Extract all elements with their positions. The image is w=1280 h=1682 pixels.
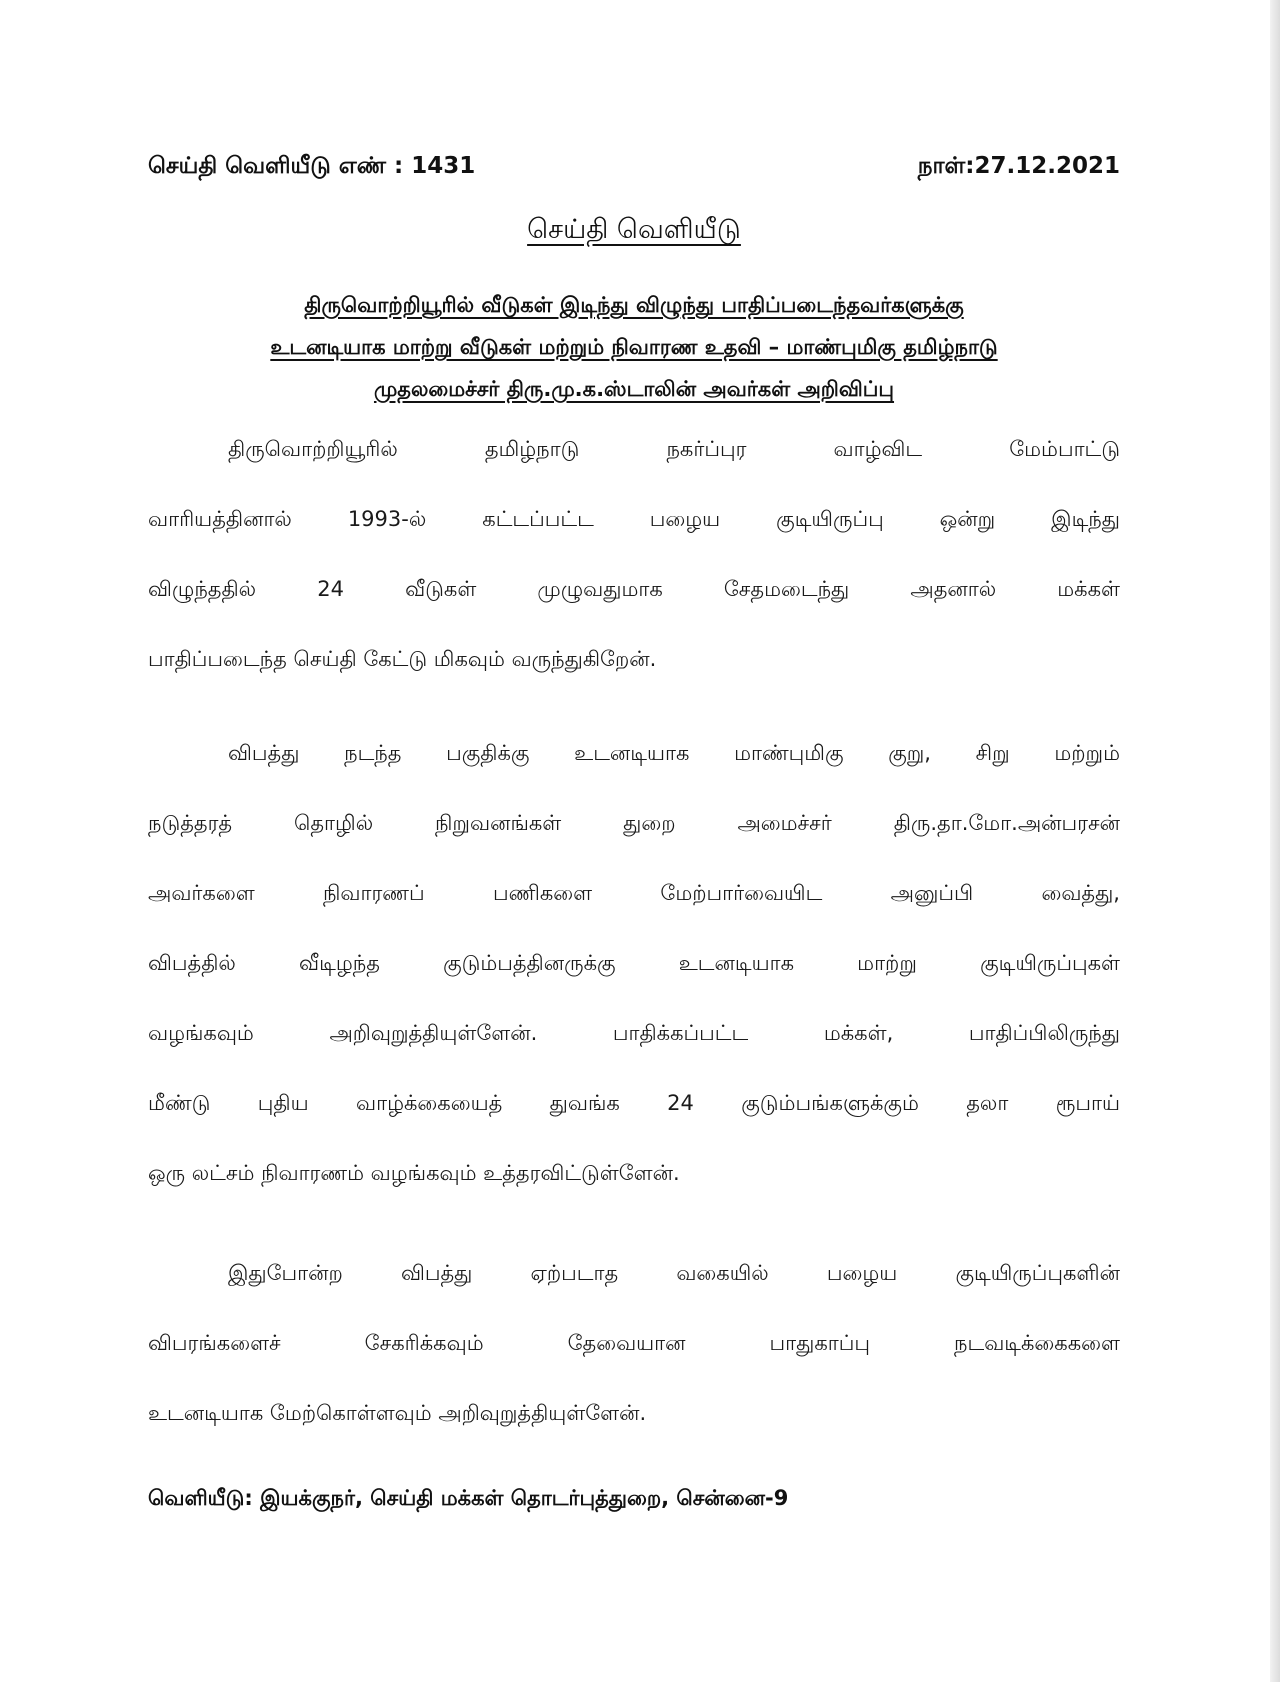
paragraph-line: திருவொற்றியூரில் தமிழ்நாடு நகர்ப்புர வாழ்விட மேம்பாட்டு: [228, 437, 1120, 461]
headline: [148, 284, 1120, 410]
release-header: [148, 153, 1120, 193]
paragraph-line: வாரியத்தினால் 1993-ல் கட்டப்பட்ட பழைய குடியிருப்பு ஒன்று இடிந்து: [148, 507, 1120, 531]
document-title: செய்தி வெளியீடு: [527, 214, 741, 245]
paragraph-2: [148, 728, 1120, 1218]
paragraph-line: நடுத்தரத் தொழில் நிறுவனங்கள் துறை அமைச்சர் திரு.தா.மோ.அன்பரசன்: [148, 811, 1120, 835]
release-date: நாள்:27.12.2021: [917, 153, 1120, 179]
paragraph-line: இதுபோன்ற விபத்து ஏற்படாத வகையில் பழைய குடியிருப்புகளின்: [228, 1261, 1120, 1285]
paragraph-3: [148, 1248, 1120, 1458]
paragraph-line: விழுந்ததில் 24 வீடுகள் முழுவதுமாக சேதமடைந்து அதனால் மக்கள்: [148, 577, 1120, 601]
paragraph-line: விபத்தில் வீடிழந்த குடும்பத்தினருக்கு உடனடியாக மாற்று குடியிருப்புகள்: [148, 951, 1120, 975]
paragraph-line: உடனடியாக மேற்கொள்ளவும் அறிவுறுத்தியுள்ளேன்.: [148, 1401, 647, 1425]
paragraph-line: ஒரு லட்சம் நிவாரணம் வழங்கவும் உத்தரவிட்டுள்ளேன்.: [148, 1161, 680, 1185]
release-footer: வெளியீடு: இயக்குநர், செய்தி மக்கள் தொடர்புத்துறை, சென்னை-9: [148, 1486, 789, 1510]
paragraph-line: வழங்கவும் அறிவுறுத்தியுள்ளேன். பாதிக்கப்பட்ட மக்கள், பாதிப்பிலிருந்து: [148, 1021, 1120, 1045]
headline-line: முதலமைச்சர் திரு.மு.க.ஸ்டாலின் அவர்கள் அறிவிப்பு: [373, 377, 895, 401]
headline-line: உடனடியாக மாற்று வீடுகள் மற்றும் நிவாரண உதவி – மாண்புமிகு தமிழ்நாடு: [270, 335, 998, 359]
paragraph-line: விபரங்களைச் சேகரிக்கவும் தேவையான பாதுகாப்பு நடவடிக்கைகளை: [148, 1331, 1120, 1355]
paragraph-line: மீண்டு புதிய வாழ்க்கையைத் துவங்க 24 குடும்பங்களுக்கும் தலா ரூபாய்: [148, 1091, 1120, 1115]
paragraph-1: [148, 424, 1120, 704]
paragraph-line: அவர்களை நிவாரணப் பணிகளை மேற்பார்வையிட அனுப்பி வைத்து,: [148, 881, 1120, 905]
paragraph-line: பாதிப்படைந்த செய்தி கேட்டு மிகவும் வருந்துகிறேன்.: [148, 647, 657, 671]
release-number: செய்தி வெளியீடு எண் : 1431: [148, 153, 476, 179]
page-edge-shadow: [1270, 0, 1280, 1682]
headline-line: திருவொற்றியூரில் வீடுகள் இடிந்து விழுந்து பாதிப்படைந்தவர்களுக்கு: [304, 293, 964, 317]
paragraph-line: விபத்து நடந்த பகுதிக்கு உடனடியாக மாண்புமிகு குறு, சிறு மற்றும்: [228, 741, 1120, 765]
